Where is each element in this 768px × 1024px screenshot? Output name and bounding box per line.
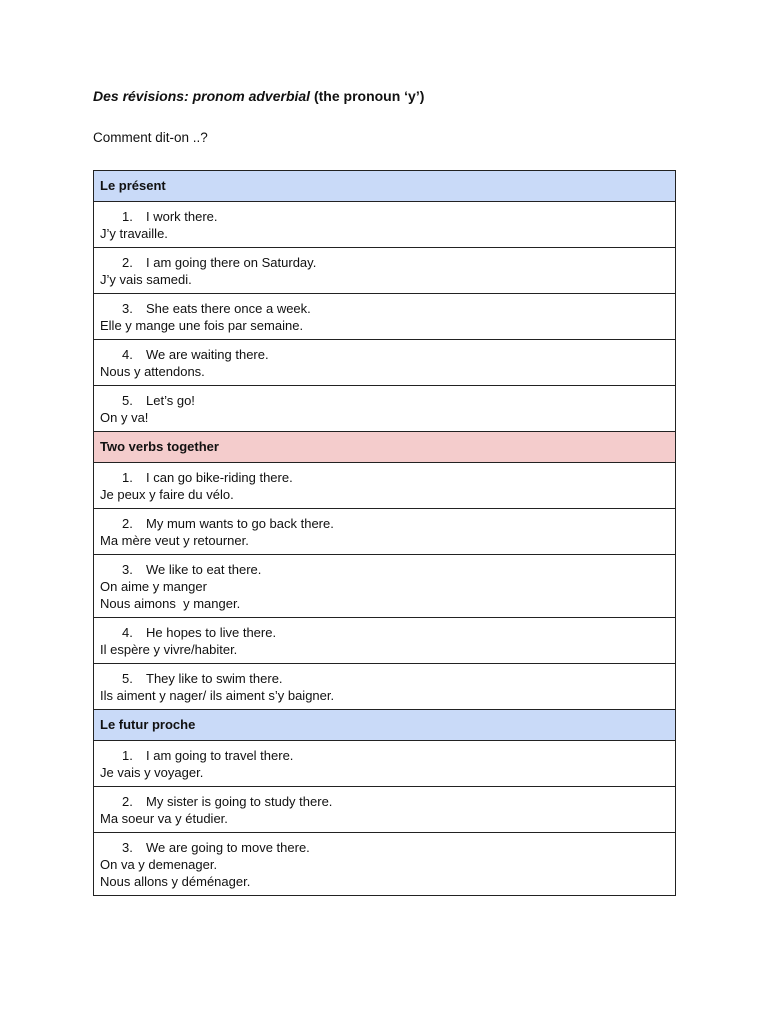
- exercise-prompt: [100, 561, 669, 578]
- exercise-prompt: [100, 670, 669, 687]
- instruction-text: Comment dit-on ..?: [93, 130, 208, 145]
- exercise-row: [94, 202, 676, 248]
- exercise-answer: Ma soeur va y étudier.: [100, 811, 228, 826]
- exercise-cell: [94, 555, 676, 618]
- title-normal: (the pronoun ‘y’): [310, 88, 425, 104]
- exercise-answer: On y va!: [100, 410, 149, 425]
- section-header-row: [94, 710, 676, 741]
- exercise-answer: J’y travaille.: [100, 226, 168, 241]
- document-title: [93, 88, 424, 104]
- exercise-prompt: [100, 300, 669, 317]
- exercise-prompt-text: I can go bike-riding there.: [146, 470, 293, 485]
- exercise-cell: [94, 340, 676, 386]
- exercise-number: 2.: [122, 794, 133, 809]
- exercise-prompt-text: I am going there on Saturday.: [146, 255, 317, 270]
- exercise-number: 3.: [122, 301, 133, 316]
- exercise-row: [94, 294, 676, 340]
- exercise-prompt-text: They like to swim there.: [146, 671, 283, 686]
- section-header-row: [94, 171, 676, 202]
- exercise-cell: [94, 787, 676, 833]
- exercise-number: 1.: [122, 748, 133, 763]
- exercise-number: 1.: [122, 470, 133, 485]
- exercise-prompt: [100, 624, 669, 641]
- section-header: Le futur proche: [94, 710, 676, 741]
- exercise-cell: [94, 618, 676, 664]
- exercise-answer: Il espère y vivre/habiter.: [100, 642, 238, 657]
- exercise-prompt: [100, 208, 669, 225]
- exercise-cell: [94, 248, 676, 294]
- exercise-answer: On va y demenager.: [100, 857, 218, 872]
- title-italic: Des révisions: pronom adverbial: [93, 88, 311, 104]
- exercise-prompt: [100, 839, 669, 856]
- exercise-row: [94, 555, 676, 618]
- exercise-number: 5.: [122, 671, 133, 686]
- exercise-answer: Nous y attendons.: [100, 364, 205, 379]
- exercise-cell: [94, 833, 676, 896]
- exercise-cell: [94, 294, 676, 340]
- exercise-number: 3.: [122, 562, 133, 577]
- exercise-answer: Ils aiment y nager/ ils aiment s’y baigner.: [100, 688, 335, 703]
- exercise-prompt: [100, 747, 669, 764]
- exercise-prompt-text: I am going to travel there.: [146, 748, 294, 763]
- section-header: Two verbs together: [94, 432, 676, 463]
- exercise-number: 4.: [122, 347, 133, 362]
- exercise-answer: Je peux y faire du vélo.: [100, 487, 234, 502]
- exercise-cell: [94, 509, 676, 555]
- exercise-cell: [94, 386, 676, 432]
- exercise-prompt: [100, 515, 669, 532]
- exercise-row: [94, 248, 676, 294]
- exercise-table-body: [94, 171, 676, 896]
- section-header-row: [94, 432, 676, 463]
- exercise-answer: J’y vais samedi.: [100, 272, 192, 287]
- exercise-number: 1.: [122, 209, 133, 224]
- exercise-cell: [94, 741, 676, 787]
- exercise-prompt: [100, 793, 669, 810]
- exercise-row: [94, 833, 676, 896]
- exercise-answer: Ma mère veut y retourner.: [100, 533, 249, 548]
- exercise-prompt-text: I work there.: [146, 209, 218, 224]
- exercise-row: [94, 386, 676, 432]
- exercise-prompt-text: He hopes to live there.: [146, 625, 277, 640]
- exercise-answer: Je vais y voyager.: [100, 765, 204, 780]
- exercise-row: [94, 664, 676, 710]
- exercise-number: 5.: [122, 393, 133, 408]
- exercise-answer: Elle y mange une fois par semaine.: [100, 318, 304, 333]
- exercise-row: [94, 340, 676, 386]
- exercise-prompt: [100, 392, 669, 409]
- exercise-number: 2.: [122, 255, 133, 270]
- exercise-prompt: [100, 254, 669, 271]
- section-header: Le présent: [94, 171, 676, 202]
- exercise-prompt-text: We are waiting there.: [146, 347, 269, 362]
- exercise-cell: [94, 463, 676, 509]
- exercise-answer: Nous aimons y manger.: [100, 596, 241, 611]
- exercise-prompt-text: My mum wants to go back there.: [146, 516, 334, 531]
- exercise-cell: [94, 202, 676, 248]
- exercise-number: 2.: [122, 516, 133, 531]
- exercise-row: [94, 463, 676, 509]
- exercise-row: [94, 787, 676, 833]
- exercise-prompt-text: My sister is going to study there.: [146, 794, 333, 809]
- exercise-prompt-text: She eats there once a week.: [146, 301, 311, 316]
- exercise-number: 4.: [122, 625, 133, 640]
- exercise-answer: Nous allons y déménager.: [100, 874, 251, 889]
- exercise-prompt: [100, 469, 669, 486]
- exercise-row: [94, 509, 676, 555]
- exercise-table: [93, 170, 676, 896]
- exercise-number: 3.: [122, 840, 133, 855]
- exercise-prompt-text: Let’s go!: [146, 393, 195, 408]
- exercise-answer: On aime y manger: [100, 579, 207, 594]
- exercise-prompt-text: We like to eat there.: [146, 562, 262, 577]
- exercise-prompt: [100, 346, 669, 363]
- exercise-cell: [94, 664, 676, 710]
- exercise-row: [94, 741, 676, 787]
- exercise-prompt-text: We are going to move there.: [146, 840, 310, 855]
- exercise-row: [94, 618, 676, 664]
